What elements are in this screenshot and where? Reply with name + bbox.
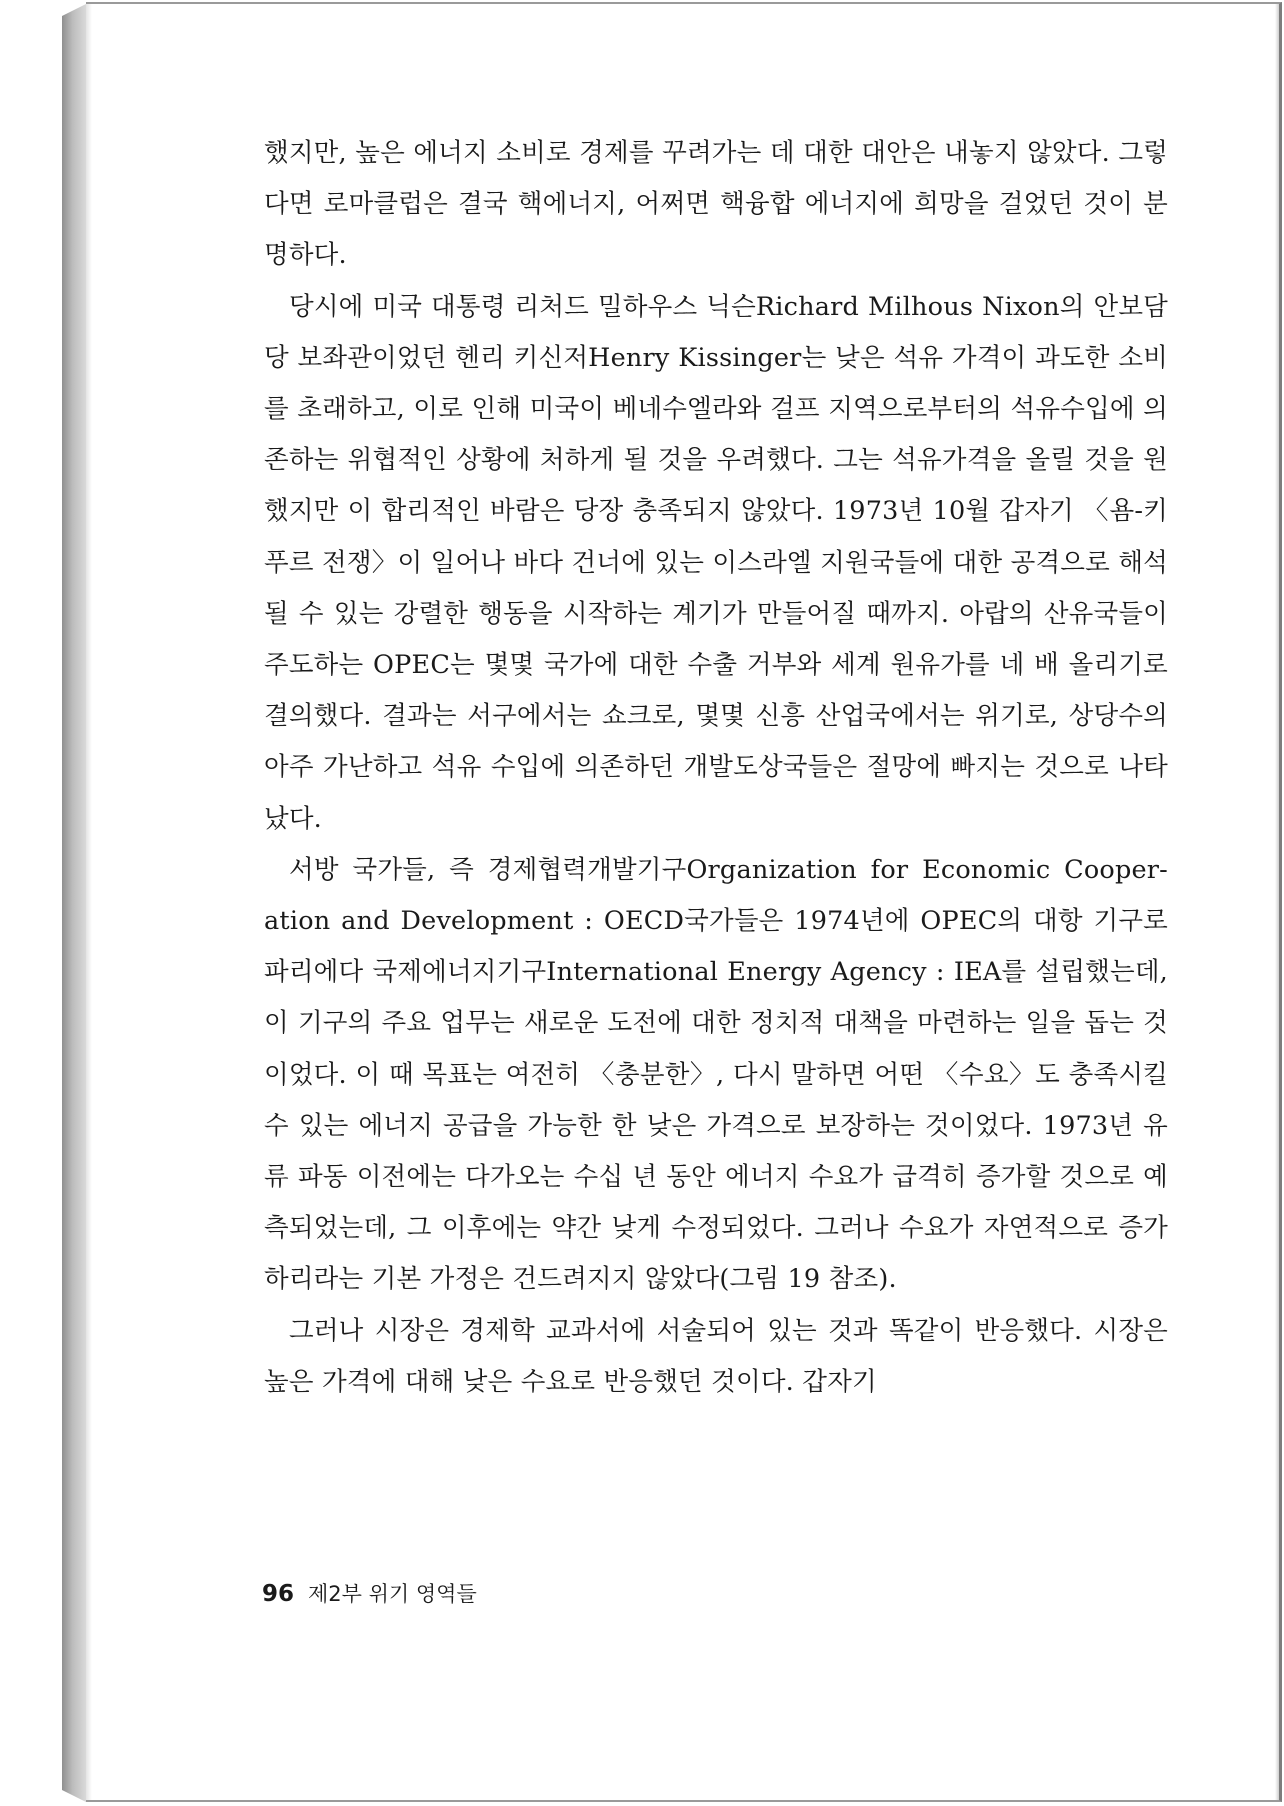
running-footer: 제2부 위기 영역들	[308, 1582, 477, 1606]
paragraph-4: 그러나 시장은 경제학 교과서에 서술되어 있는 것과 똑같이 반응했다. 시장은 높은 가격에 대해 낮은 수요로 반응했던 것이다. 갑자기	[264, 1315, 1168, 1397]
book-spine-edge	[62, 4, 86, 1802]
body-text	[264, 128, 1168, 1408]
paragraph-3: 서방 국가들, 즉 경제협력개발기구Organization for Economic Cooper-ation and Development : OECD국가들은 1974년에 OPEC의 대항 기구로 파리에다 국제에너지기구International Energy Agency : IEA를 설립했는데, 이 기구의 주요 업무는 새로운 도전에 대한 정치적 대책을 마련하는 일을 돕는 것이었다. 이 때 목표는 여전히 〈충분한〉, 다시 말하면 어떤 〈수요〉도 충족시킬 수 있는 에너지 공급을 가능한 한 낮은 가격으로 보장하는 것이었다. 1973년 유류 파동 이전에는 다가오는 수십 년 동안 에너지 수요가 급격히 증가할 것으로 예측되었는데, 그 이후에는 약간 낮게 수정되었다. 그러나 수요가 자연적으로 증가하리라는 기본 가정은 건드려지지 않았다(그림 19 참조).	[264, 854, 1168, 1295]
paragraph-1: 했지만, 높은 에너지 소비로 경제를 꾸려가는 데 대한 대안은 내놓지 않았다. 그렇다면 로마클럽은 결국 핵에너지, 어쩌면 핵융합 에너지에 희망을 걸었던 것이 분명하다.	[264, 138, 1168, 271]
page-number: 96	[262, 1581, 295, 1607]
paragraph-2: 당시에 미국 대통령 리처드 밀하우스 닉슨Richard Milhous Nixon의 안보담당 보좌관이었던 헨리 키신저Henry Kissinger는 낮은 석유 가격이 과도한 소비를 초래하고, 이로 인해 미국이 베네수엘라와 걸프 지역으로부터의 석유수입에 의존하는 위협적인 상황에 처하게 될 것을 우려했다. 그는 석유가격을 올릴 것을 원했지만 이 합리적인 바람은 당장 충족되지 않았다. 1973년 10월 갑자기 〈욤-키푸르 전쟁〉이 일어나 바다 건너에 있는 이스라엘 지원국들에 대한 공격으로 해석될 수 있는 강렬한 행동을 시작하는 계기가 만들어질 때까지. 아랍의 산유국들이 주도하는 OPEC는 몇몇 국가에 대한 수출 거부와 세계 원유가를 네 배 올리기로 결의했다. 결과는 서구에서는 쇼크로, 몇몇 신흥 산업국에서는 위기로, 상당수의 아주 가난하고 석유 수입에 의존하던 개발도상국들은 절망에 빠지는 것으로 나타났다.	[264, 291, 1168, 834]
page-footer	[262, 1578, 477, 1608]
